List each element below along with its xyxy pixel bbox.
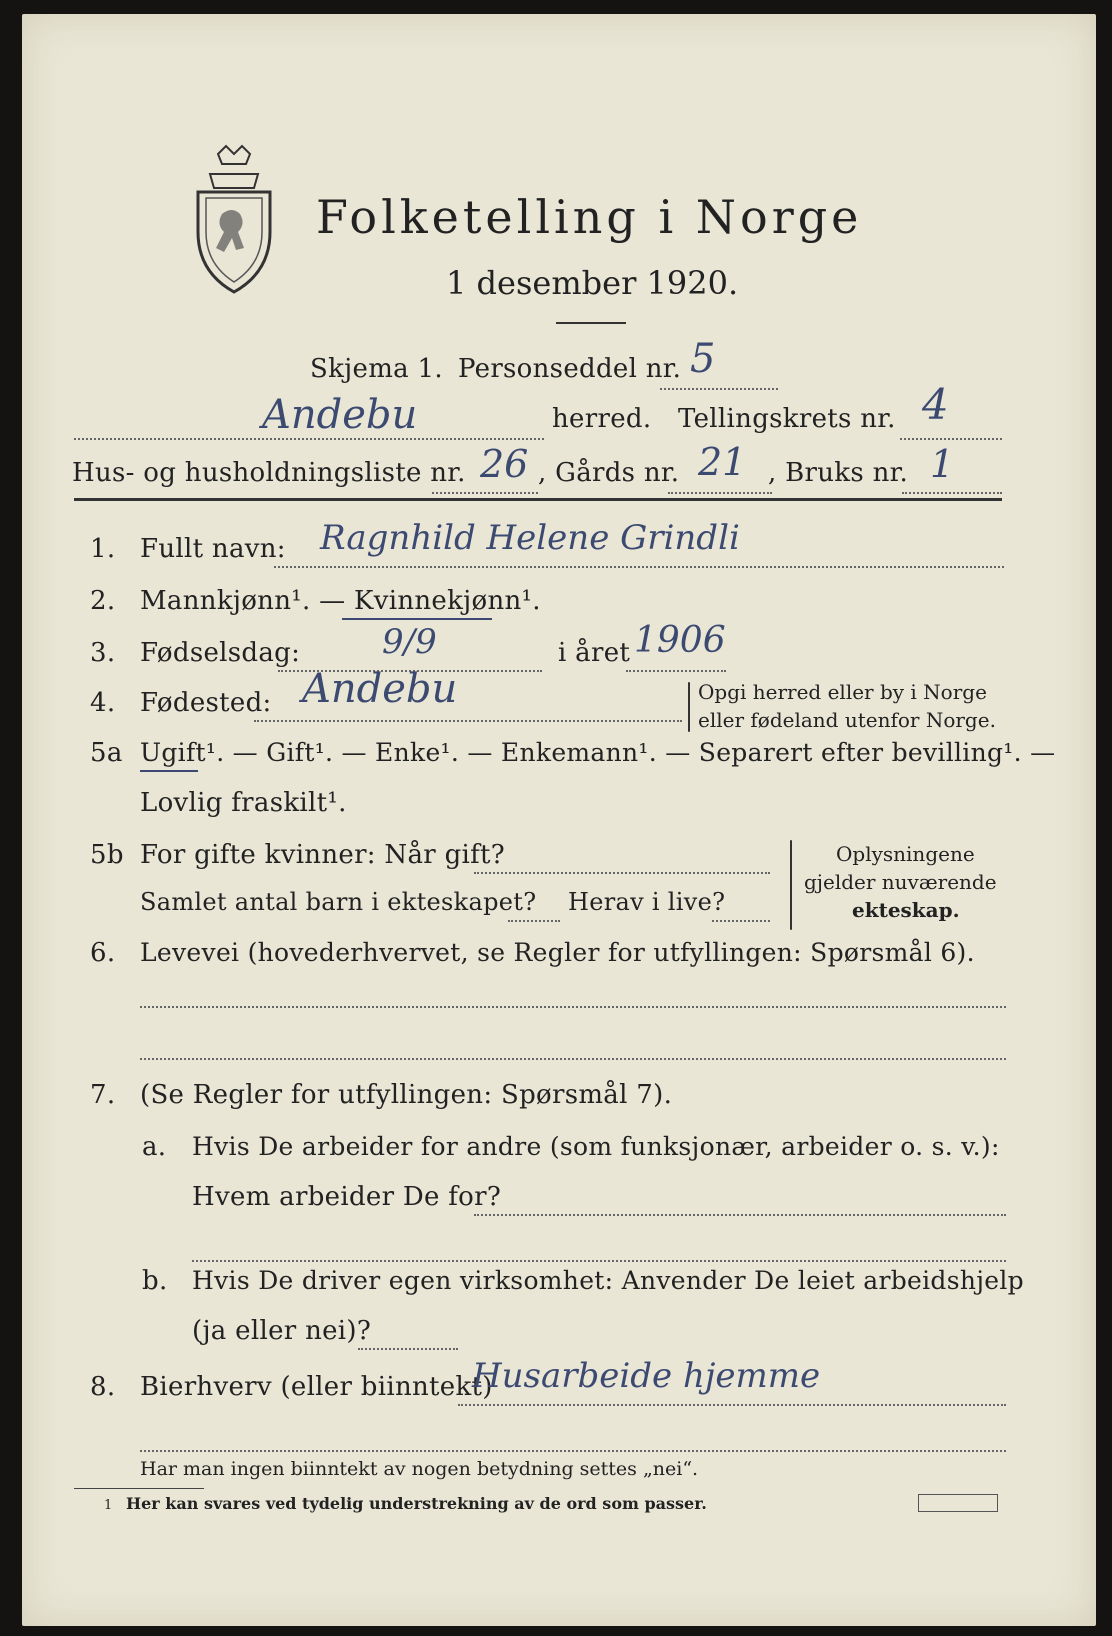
q8-line-extra: [140, 1450, 1006, 1452]
q2-number: 2.: [90, 586, 116, 616]
q3-day-value[interactable]: 9/9: [382, 622, 437, 662]
q1-value[interactable]: Ragnhild Helene Grindli: [320, 518, 740, 558]
coat-of-arms-icon: [188, 144, 280, 294]
q5b-alive-line: [712, 920, 770, 922]
hus-value[interactable]: 26: [480, 442, 529, 486]
tellingskrets-value[interactable]: 4: [922, 380, 949, 429]
herred-line: [74, 438, 544, 440]
q5a-line2: Lovlig fraskilt¹.: [140, 788, 347, 818]
tellingskrets-line: [900, 438, 1002, 440]
q5b-line2a: Samlet antal barn i ekteskapet?: [140, 888, 537, 916]
q3-year-value[interactable]: 1906: [634, 620, 726, 661]
q4-label: Fødested:: [140, 688, 272, 718]
schema-label: Skjema 1.: [310, 354, 443, 384]
herred-label: herred.: [552, 404, 652, 434]
q4-line: [254, 720, 682, 722]
title-divider: [556, 322, 626, 324]
footer-note: Har man ingen biinntekt av nogen betydning settes „nei“.: [140, 1458, 699, 1480]
q7b-line2: (ja eller nei)?: [192, 1316, 372, 1346]
q7a-line-extra: [192, 1260, 1006, 1262]
q5a-number: 5a: [90, 738, 123, 768]
q4-brace: [688, 682, 690, 732]
q7b-line1: Hvis De driver egen virksomhet: Anvender De leiet arbeidshjelp: [192, 1266, 1024, 1295]
q5b-line1: For gifte kvinner: Når gift?: [140, 840, 506, 870]
bruks-line: [902, 492, 1002, 494]
q4-number: 4.: [90, 688, 116, 718]
herred-value[interactable]: Andebu: [262, 392, 418, 438]
q7b-letter: b.: [142, 1266, 168, 1296]
q7-number: 7.: [90, 1080, 116, 1110]
q8-number: 8.: [90, 1372, 116, 1402]
gards-line: [668, 492, 772, 494]
q4-note-1: Opgi herred eller by i Norge: [698, 680, 987, 704]
bruks-label: , Bruks nr.: [768, 458, 909, 488]
q6-line-1: [140, 1006, 1006, 1008]
q4-note-2: eller fødeland utenfor Norge.: [698, 708, 996, 732]
q5b-note-2: gjelder nuværende: [804, 870, 997, 894]
footnote-mark: 1: [104, 1498, 113, 1513]
q5b-children-line: [508, 920, 560, 922]
census-form-page: [22, 14, 1096, 1626]
bruks-value[interactable]: 1: [930, 442, 955, 486]
q2-underline-kvinnekjonn: [342, 618, 492, 620]
q8-label: Bierhverv (eller biinntekt): [140, 1372, 493, 1402]
hus-line: [432, 492, 538, 494]
q7b-answer-line: [358, 1348, 458, 1350]
q7-label: (Se Regler for utfyllingen: Spørsmål 7).: [140, 1080, 673, 1110]
header-rule: [74, 498, 1002, 501]
q6-line-2: [140, 1058, 1006, 1060]
q7a-line1: Hvis De arbeider for andre (som funksjonær, arbeider o. s. v.):: [192, 1132, 1000, 1161]
q1-number: 1.: [90, 534, 116, 564]
q5b-note-3: ekteskap.: [852, 898, 960, 922]
tellingskrets-label: Tellingskrets nr.: [678, 404, 896, 434]
q1-line: [274, 566, 1004, 568]
q2-label: Mannkjønn¹. — Kvinnekjønn¹.: [140, 586, 541, 616]
q6-label: Levevei (hovederhvervet, se Regler for utfyllingen: Spørsmål 6).: [140, 938, 975, 967]
q5b-line2b: Herav i live?: [568, 888, 726, 916]
q3-label: Fødselsdag:: [140, 638, 301, 668]
gards-value[interactable]: 21: [698, 440, 747, 484]
q5b-note-1: Oplysningene: [836, 842, 975, 866]
q7a-employer-line: [474, 1214, 1006, 1216]
q3-number: 3.: [90, 638, 116, 668]
form-date: 1 desember 1920.: [446, 264, 739, 302]
q5b-brace: [790, 840, 792, 930]
q5a-line1: Ugift¹. — Gift¹. — Enke¹. — Enkemann¹. — Separert efter bevilling¹. —: [140, 738, 1056, 767]
q5a-underline-ugift: [140, 770, 198, 772]
printer-stamp: [918, 1494, 998, 1512]
personseddel-line: [660, 388, 778, 390]
q7a-letter: a.: [142, 1132, 167, 1162]
hus-label: Hus- og husholdningsliste nr.: [72, 458, 466, 488]
personseddel-value[interactable]: 5: [690, 336, 716, 382]
q8-value[interactable]: Husarbeide hjemme: [472, 1356, 821, 1396]
q5b-number: 5b: [90, 840, 124, 870]
q3-year-label: i året: [558, 638, 631, 668]
q7a-line2: Hvem arbeider De for?: [192, 1182, 502, 1212]
q3-year-line: [626, 670, 726, 672]
footnote-text: Her kan svares ved tydelig understrekning av de ord som passer.: [126, 1494, 707, 1513]
form-title: Folketelling i Norge: [316, 190, 863, 244]
footnote-rule: [74, 1488, 204, 1489]
personseddel-label: Personseddel nr.: [458, 354, 682, 384]
q4-value[interactable]: Andebu: [302, 666, 458, 712]
q8-line: [458, 1404, 1006, 1406]
gards-label: , Gårds nr.: [538, 458, 680, 488]
q6-number: 6.: [90, 938, 116, 968]
q1-label: Fullt navn:: [140, 534, 286, 564]
q5b-married-line: [474, 872, 770, 874]
